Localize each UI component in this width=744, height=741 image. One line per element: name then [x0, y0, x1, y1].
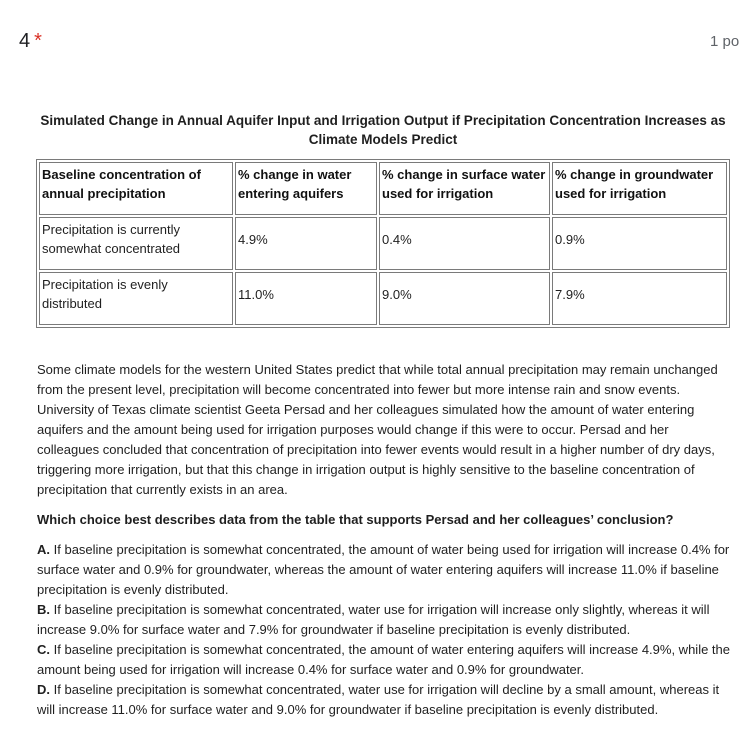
table-cell: 9.0%	[379, 272, 550, 325]
choice-letter: A.	[37, 542, 50, 557]
table-row	[39, 217, 727, 270]
table-header-row	[39, 162, 727, 215]
points-label: 1 po	[710, 33, 740, 50]
choice-letter: C.	[37, 642, 50, 657]
required-marker: *	[34, 30, 42, 52]
choice-text: If baseline precipitation is somewhat concentrated, the amount of water being used for irrigation will increase 0.4% for surface water and 0.9% for groundwater, whereas the amount of water entering aquifers will increase 11.0% if baseline precipitation is evenly distributed.	[37, 542, 730, 597]
table-cell: 11.0%	[235, 272, 377, 325]
answer-choice-b[interactable]	[37, 600, 733, 640]
question-prompt: Which choice best describes data from the table that supports Persad and her colleagues’ conclusion?	[37, 512, 674, 527]
answer-choice-d[interactable]	[37, 680, 733, 720]
table-title: Simulated Change in Annual Aquifer Input and Irrigation Output if Precipitation Concentration Increases as Climate Models Predict	[40, 113, 726, 147]
table-cell: 7.9%	[552, 272, 727, 325]
header-cell: % change in groundwater used for irrigation	[552, 162, 727, 215]
table-row	[39, 272, 727, 325]
choice-text: If baseline precipitation is somewhat concentrated, water use for irrigation will decline by a small amount, whereas it will increase 11.0% for surface water and 9.0% for groundwater if baseline precipitation is evenly distributed.	[37, 682, 720, 717]
choice-text: If baseline precipitation is somewhat concentrated, the amount of water entering aquifers will increase 4.9%, while the amount being used for irrigation will increase 0.4% for surface water and 0.9% for groundwater.	[37, 642, 730, 677]
answer-choices	[37, 540, 733, 720]
answer-choice-a[interactable]	[37, 540, 733, 600]
header-cell: % change in surface water used for irrigation	[379, 162, 550, 215]
question-number	[19, 30, 42, 53]
table-cell: Precipitation is currently somewhat concentrated	[39, 217, 233, 270]
question-number-text: 4	[19, 30, 31, 52]
table-cell: 4.9%	[235, 217, 377, 270]
choice-letter: B.	[37, 602, 50, 617]
choice-text: If baseline precipitation is somewhat concentrated, water use for irrigation will increase only slightly, whereas it will increase 9.0% for surface water and 7.9% for groundwater if baseline precipitation is evenly distributed.	[37, 602, 710, 637]
answer-choice-c[interactable]	[37, 640, 733, 680]
passage-text: Some climate models for the western United States predict that while total annual precipitation may remain unchanged from the present level, precipitation will become concentrated into fewer but more intense rain and snow events. University of Texas climate scientist Geeta Persad and her colleagues simulated how the amount of water entering aquifers and the amount being used for irrigation purposes would change if this were to occur. Persad and her colleagues concluded that concentration of precipitation into fewer events would result in a higher number of dry days, triggering more irrigation, but that this change in irrigation output is highly sensitive to the baseline concentration of precipitation that currently exists in an area.	[37, 362, 718, 497]
table-cell: Precipitation is evenly distributed	[39, 272, 233, 325]
table-cell: 0.9%	[552, 217, 727, 270]
table-cell: 0.4%	[379, 217, 550, 270]
data-table	[36, 159, 730, 328]
header-cell: Baseline concentration of annual precipitation	[39, 162, 233, 215]
choice-letter: D.	[37, 682, 50, 697]
header-cell: % change in water entering aquifers	[235, 162, 377, 215]
